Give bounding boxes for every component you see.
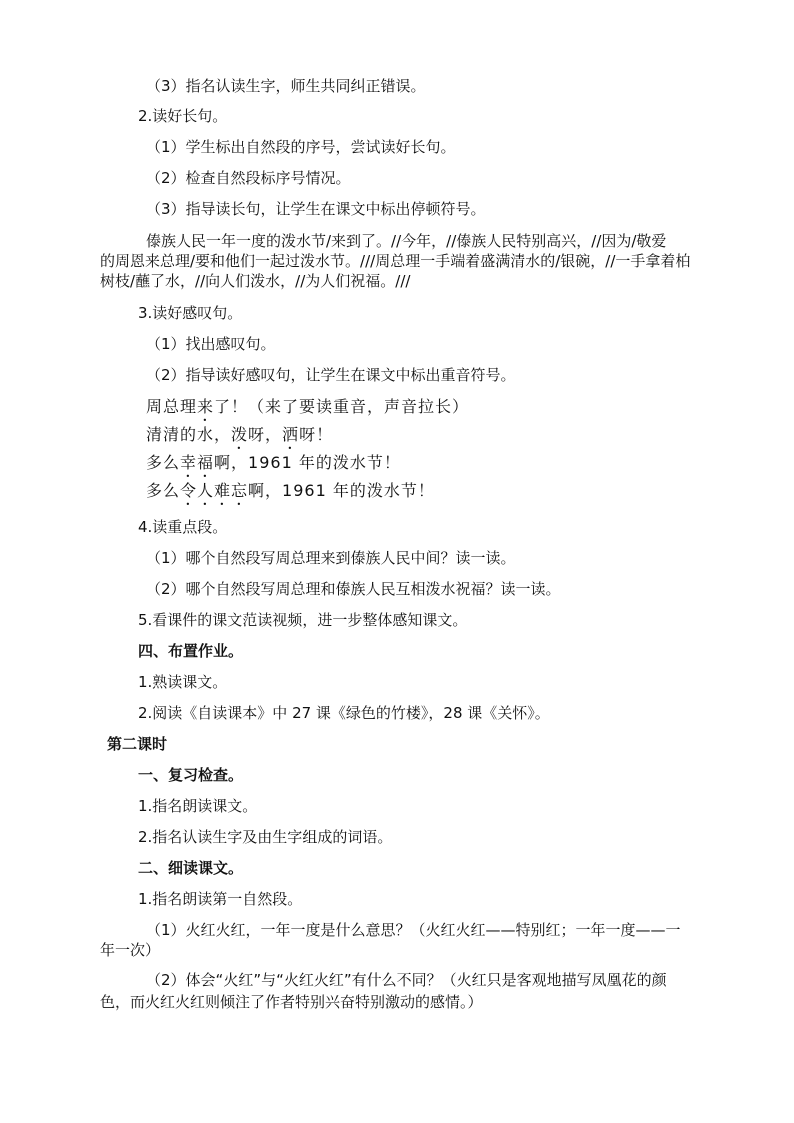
section-heading: 一、复习检查。 [138, 766, 244, 784]
section-heading: 3.读好感叹句。 [138, 304, 243, 322]
text-line: 1.指名朗读课文。 [138, 797, 258, 815]
exclamation-sentence: 清清的水，泼呀，洒呀！ [146, 425, 334, 444]
exclamation-sentence: 周总理来了！（来了要读重音，声音拉长） [146, 397, 470, 416]
text-line: 5.看课件的课文范读视频，进一步整体感知课文。 [138, 611, 468, 629]
text-line: 2.指名认读生字及由生字组成的词语。 [138, 828, 393, 846]
section-heading: 4.读重点段。 [138, 518, 228, 536]
exclamation-sentence: 多么令人难忘啊，1961 年的泼水节！ [146, 481, 435, 500]
text-line: （3）指名认读生字，师生共同纠正错误。 [146, 77, 426, 95]
text-line: 傣族人民一年一度的泼水节/来到了。//今年，//傣族人民特别高兴，//因为/敬爱 [146, 232, 667, 250]
section-heading: 四、布置作业。 [138, 642, 244, 660]
text-line: （1）哪个自然段写周总理来到傣族人民中间？读一读。 [146, 549, 516, 567]
section-heading: 2.读好长句。 [138, 107, 228, 125]
section-heading: 二、细读课文。 [138, 859, 244, 877]
text-line: （2）指导读好感叹句，让学生在课文中标出重音符号。 [146, 366, 516, 384]
text-line: （1）找出感叹句。 [146, 335, 276, 353]
text-line: 1.指名朗读第一自然段。 [138, 890, 303, 908]
text-line: 1.熟读课文。 [138, 673, 228, 691]
text-line: （3）指导读长句，让学生在课文中标出停顿符号。 [146, 200, 486, 218]
text-line: 树枝/蘸了水，//向人们泼水，//为人们祝福。/// [100, 272, 411, 290]
text-line: 2.阅读《自读课本》中 27 课《绿色的竹楼》，28 课《关怀》。 [138, 704, 550, 722]
text-line: 的周恩来总理/要和他们一起过泼水节。///周总理一手端着盛满清水的/银碗，//一手拿着柏 [100, 252, 691, 270]
text-line: 色，而火红火红则倾注了作者特别兴奋特别激动的感情。） [100, 993, 483, 1011]
lesson-heading: 第二课时 [107, 735, 168, 753]
text-line: （2）体会“火红”与“火红火红”有什么不同？（火红只是客观地描写凤凰花的颜 [146, 971, 667, 989]
text-line: 年一次） [100, 941, 161, 959]
text-line: （1）火红火红，一年一度是什么意思？（火红火红——特别红；一年一度——一 [146, 921, 681, 939]
exclamation-sentence: 多么幸福啊，1961 年的泼水节！ [146, 453, 401, 472]
text-line: （1）学生标出自然段的序号，尝试读好长句。 [146, 138, 456, 156]
text-line: （2）哪个自然段写周总理和傣族人民互相泼水祝福？读一读。 [146, 580, 561, 598]
text-line: （2）检查自然段标序号情况。 [146, 169, 351, 187]
